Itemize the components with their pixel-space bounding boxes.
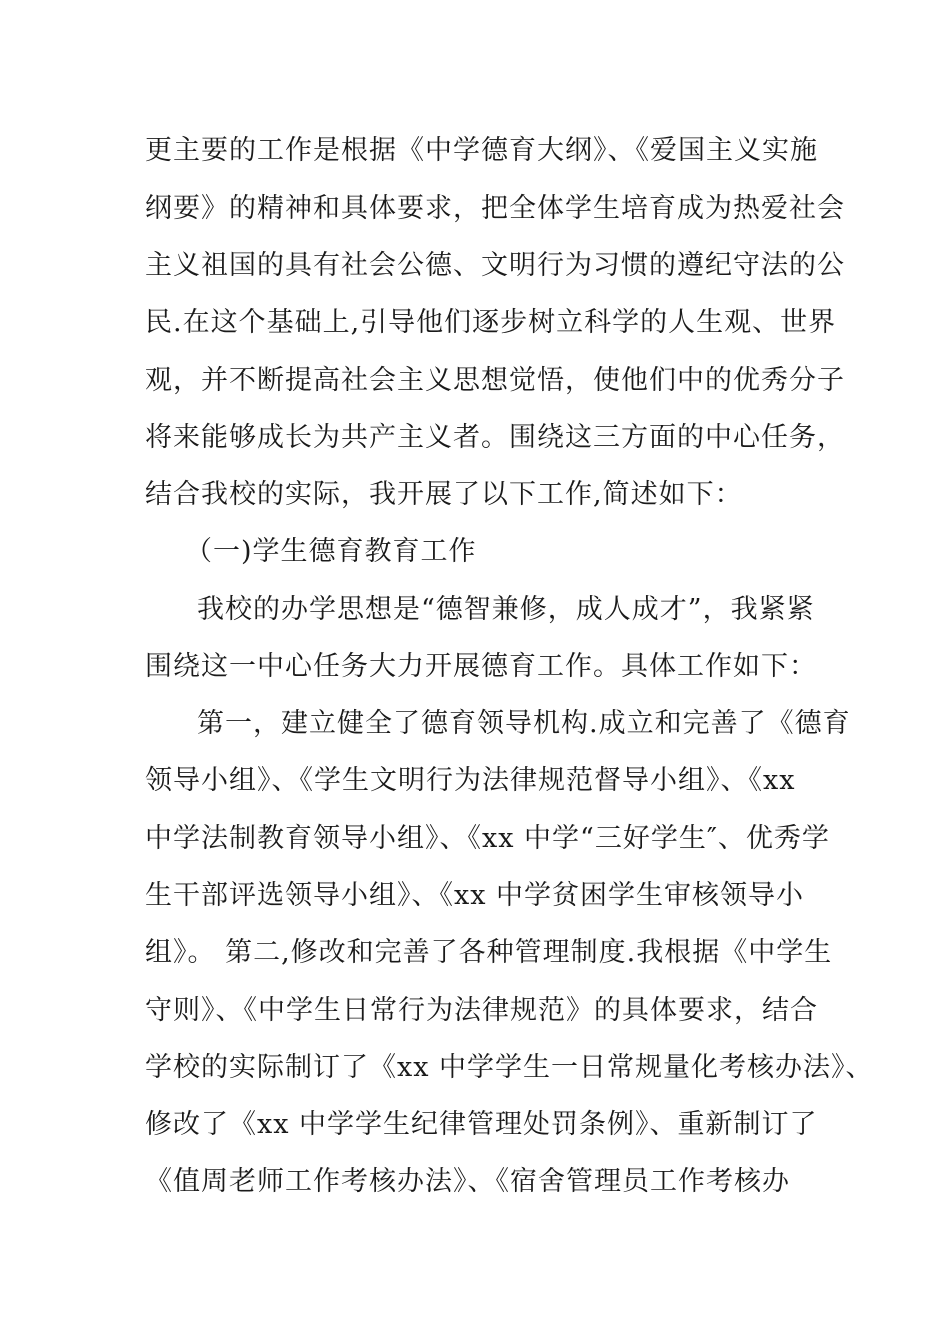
text-line-5: 观，并不断提高社会主义思想觉悟，使他们中的优秀分子 <box>145 365 845 396</box>
text-line-18: 修改了《xx 中学学生纪律管理处罚条例》、重新制订了 <box>145 1109 818 1140</box>
text-line-17: 学校的实际制订了《xx 中学学生一日常规量化考核办法》、 <box>145 1052 874 1083</box>
text-line-13: 中学法制教育领导小组》、《xx 中学“三好学生″、优秀学 <box>145 823 830 854</box>
text-line-2: 纲要》的精神和具体要求，把全体学生培育成为热爱社会 <box>145 193 845 224</box>
text-line-10: 围绕这一中心任务大力开展德育工作。具体工作如下： <box>145 651 817 682</box>
text-line-19: 《值周老师工作考核办法》、《宿舍管理员工作考核办 <box>145 1166 790 1197</box>
text-line-12: 领导小组》、《学生文明行为法律规范督导小组》、《xx <box>145 765 796 796</box>
text-line-9: 我校的办学思想是“德智兼修，成人成才”，我紧紧 <box>197 594 815 625</box>
text-line-3: 主义祖国的具有社会公德、文明行为习惯的遵纪守法的公 <box>145 250 845 281</box>
text-line-7: 结合我校的实际，我开展了以下工作,简述如下： <box>145 479 743 510</box>
text-line-14: 生干部评选领导小组》、《xx 中学贫困学生审核领导小 <box>145 880 805 911</box>
text-line-11: 第一，建立健全了德育领导机构.成立和完善了《德育 <box>197 708 851 739</box>
text-line-4: 民.在这个基础上,引导他们逐步树立科学的人生观、世界 <box>145 307 837 338</box>
section-heading: （一)学生德育教育工作 <box>185 536 477 567</box>
text-line-1: 更主要的工作是根据《中学德育大纲》、《爱国主义实施 <box>145 135 818 166</box>
text-line-16: 守则》、《中学生日常行为法律规范》的具体要求，结合 <box>145 995 818 1026</box>
text-line-6: 将来能够成长为共产主义者。围绕这三方面的中心任务， <box>145 422 845 453</box>
text-line-15: 组》。 第二,修改和完善了各种管理制度.我根据《中学生 <box>145 937 833 968</box>
